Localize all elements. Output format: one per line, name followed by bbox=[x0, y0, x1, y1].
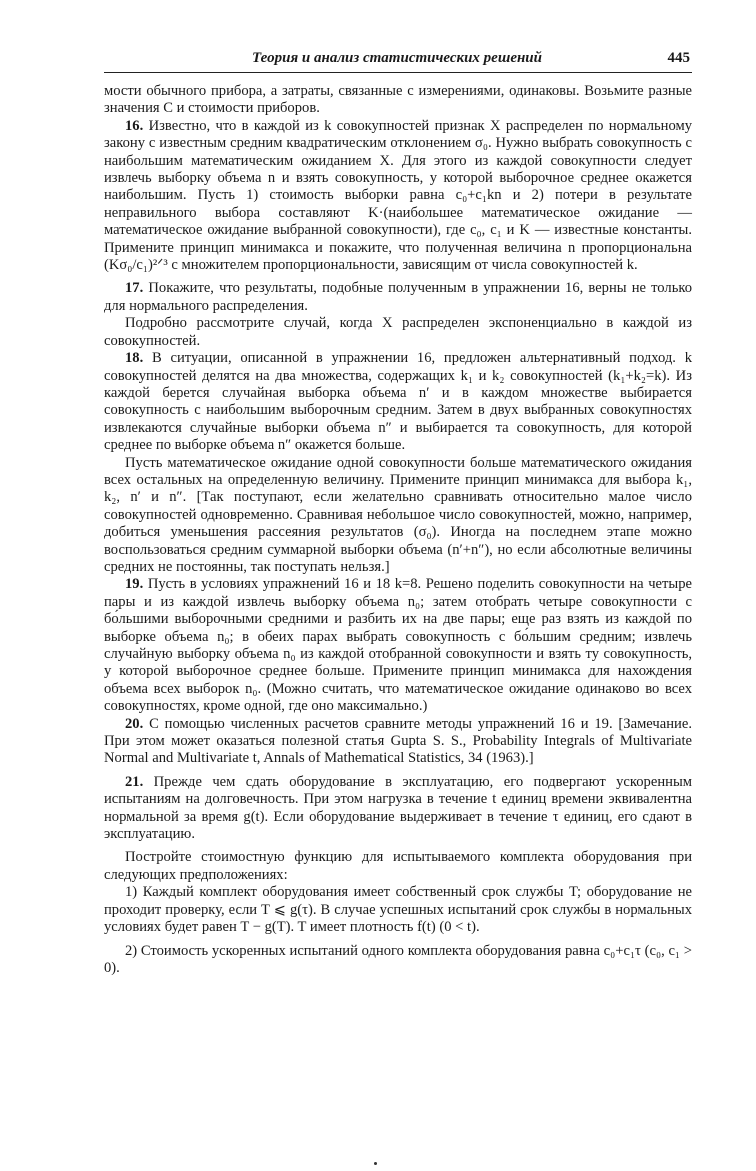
paragraph: Пусть математическое ожидание одной совокупности больше математического ожидания всех остальных на определенную величину. Примените принцип минимакса для выбора k₁, k₂, n′ и n″. [Так поступают, если желательно сравнивать относительно малое число совокупностей одновременно. Сравнивая небольшое число совокупностей, можно, например, добиться уменьшения рассеяния результатов (σ₀). Иногда на последнем этапе можно воспользоваться средним суммарной выборки объема (n′+n″), но если абсолютные величины средних не постоянны, так поступать нельзя.] bbox=[104, 454, 692, 575]
exercise-21: 21. Прежде чем сдать оборудование в эксплуатацию, его подвергают ускоренным испытаниям на долговечность. При этом нагрузка в течение t единиц времени эквивалентна нормальной за время g(t). Если оборудование выдерживает в течение τ единиц, его сдают в эксплуатацию. bbox=[104, 773, 692, 843]
printer-dot bbox=[374, 1162, 377, 1165]
page-body bbox=[104, 83, 692, 977]
running-header bbox=[104, 48, 692, 73]
exercise-18: 18. В ситуации, описанной в упражнении 16, предложен альтернативный подход. k совокупностей делятся на два множества, содержащих k₁ и k₂ совокупностей (k₁+k₂=k). Из каждой берется случайная выборка объема n′ и в каждом множестве выбирается совокупность с наибольшим выборочным средним. Затем в двух выбранных совокупностях извлекаются случайные выборки объема n″ и выбирается та совокупность, для которой среднее по выборке объема n″ окажется больше. bbox=[104, 350, 692, 454]
exercise-17: 17. Покажите, что результаты, подобные полученным в упражнении 16, верны не только для нормального распределения. bbox=[104, 280, 692, 314]
exercise-number: 17. bbox=[125, 280, 144, 297]
running-title: Теория и анализ статистических решений bbox=[252, 50, 542, 66]
exercise-20: 20. С помощью численных расчетов сравните методы упражнений 16 и 19. [Замечание. При этом может оказаться полезной статья Gupta S. S., Probability Integrals of Multivariate Normal and Multivariate t, Annals of Mathematical Statistics, 34 (1963).] bbox=[104, 715, 692, 767]
paragraph: Подробно рассмотрите случай, когда X распределен экспоненциально в каждой из совокупностей. bbox=[104, 315, 692, 349]
exercise-number: 21. bbox=[125, 773, 144, 790]
exercise-16: 16. Известно, что в каждой из k совокупностей признак X распределен по нормальному закону с известным средним квадратическим отклонением σ₀. Нужно выбрать совокупность с наибольшим математическим ожиданием X. Для этого из каждой совокупности следует извлечь выборку объема n и взять совокупность, у которой выборочное среднее окажется наибольшим. Пусть 1) стоимость выборки равна c₀+c₁kn и 2) потери в результате неправильного выбора составляют K·(наибольшее математическое ожидание — математическое ожидание выбранной совокупности), где c₀, c₁ и K — известные константы. Примените принцип минимакса и покажите, что полученная величина n пропорциональна (Kσ₀/c₁)²ᐟ³ с множителем пропорциональности, зависящим от числа совокупностей k. bbox=[104, 117, 692, 274]
exercise-number: 18. bbox=[125, 350, 144, 367]
paragraph: Постройте стоимостную функцию для испытываемого комплекта оборудования при следующих предположениях: bbox=[104, 849, 692, 883]
exercise-number: 19. bbox=[125, 576, 144, 593]
paragraph: 2) Стоимость ускоренных испытаний одного комплекта оборудования равна c₀+c₁τ (c₀, c₁ > 0). bbox=[104, 942, 692, 976]
page-number: 445 bbox=[667, 50, 690, 66]
exercise-number: 20. bbox=[125, 715, 144, 732]
paragraph: 1) Каждый комплект оборудования имеет собственный срок службы T; оборудование не проходит проверку, если T ⩽ g(τ). В случае успешных испытаний срок службы в нормальных условиях будет равен T − g(T). T имеет плотность f(t) (0 < t). bbox=[104, 884, 692, 936]
exercise-number: 16. bbox=[125, 117, 144, 134]
exercise-19: 19. Пусть в условиях упражнений 16 и 18 k=8. Решено поделить совокупности на четыре пары и из каждой извлечь выборку объема n₀; затем отобрать четыре совокупности с бо́льшими выборочными средними и разбить их на две пары; еще раз взять из каждой по выборке объема n₀; в обеих парах выбрать совокупность с бо́льшим средним; извлечь случайную выборку объема n₀ из каждой отобранной совокупности и взять ту совокупность, у которой выборочное среднее больше. Примените принцип минимакса для нахождения объема всех выборок n₀. (Можно считать, что математическое ожидание одинаково во всех совокупностях, кроме одной, где оно максимально.) bbox=[104, 576, 692, 715]
page bbox=[104, 48, 692, 977]
paragraph: мости обычного прибора, а затраты, связанные с измерениями, одинаковы. Возьмите разные значения C и стоимости приборов. bbox=[104, 83, 692, 117]
